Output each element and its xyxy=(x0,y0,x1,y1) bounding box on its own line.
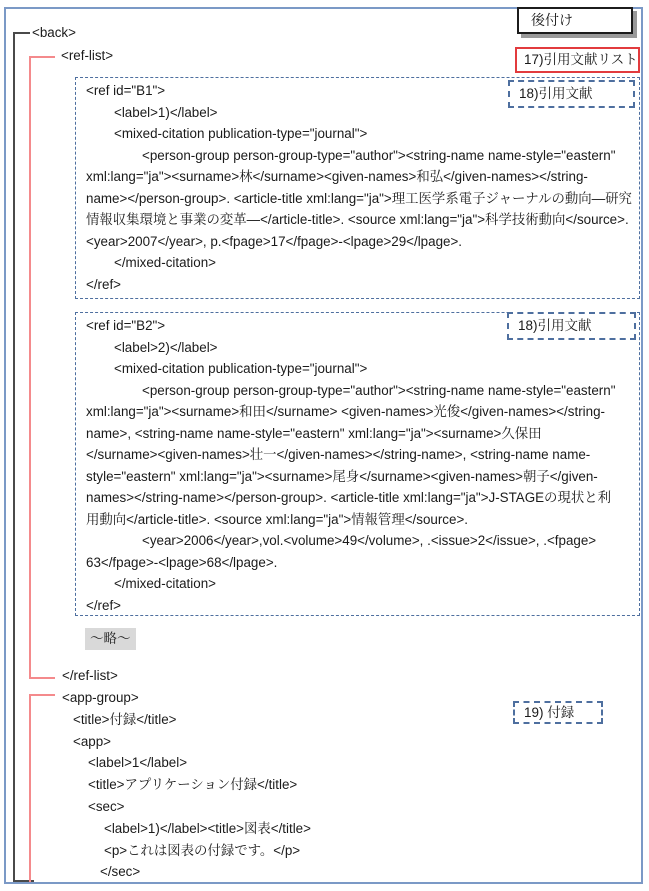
xml-line: </mixed-citation> xyxy=(114,576,216,591)
xml-line: </ref> xyxy=(86,597,121,613)
ref-list-bracket-vertical xyxy=(29,56,31,679)
callout-ref-list-label: 17)引用文献リスト xyxy=(524,52,638,67)
ref-block-2 xyxy=(75,312,640,616)
xml-line: <title>アプリケーション付録</title> xyxy=(88,777,298,793)
xml-line: 63</fpage>-<lpage>68</lpage>. xyxy=(86,554,278,570)
xml-line: <mixed-citation publication-type="journal"> xyxy=(114,361,368,376)
xml-line: </ref> xyxy=(86,276,121,292)
xml-line: </mixed-citation> xyxy=(114,255,216,270)
xml-line: </sec> xyxy=(100,864,141,880)
ref-list-bracket-bottom xyxy=(29,677,55,679)
ref-block-1 xyxy=(75,77,640,299)
xml-line: <label>1</label> xyxy=(88,755,188,771)
xml-line: <person-group person-group-type="author"><string-name name-style="eastern" xyxy=(142,382,616,398)
back-bracket-vertical xyxy=(13,32,15,882)
ref-list-close-tag: </ref-list> xyxy=(62,668,118,683)
xml-line: <app-group> xyxy=(62,690,139,705)
xml-line: <label>1)</label> xyxy=(114,104,218,120)
xml-line: 用動向</article-title>. <source xml:lang="ja">情報管理</source>. xyxy=(86,511,468,527)
xml-line: <app> xyxy=(73,733,111,749)
xml-line: <label>1)</label><title>図表</title> xyxy=(104,820,311,836)
app-group-bracket-vertical xyxy=(29,694,31,882)
backmatter-title-box xyxy=(517,7,633,34)
xml-line: <year>2006</year>,vol.<volume>49</volume>, .<issue>2</issue>, .<fpage> xyxy=(142,533,597,548)
xml-line: <ref id="B1"> xyxy=(86,83,166,98)
app-group-bracket-top xyxy=(29,694,55,696)
xml-line: style="eastern" xml:lang="ja"><surname>尾身</surname><given-names>朝子</given- xyxy=(86,468,598,484)
omitted-marker: 〜略〜 xyxy=(85,628,136,650)
callout-ref-2-label: 18)引用文献 xyxy=(518,318,592,333)
xml-line: <sec> xyxy=(88,798,125,814)
xml-line: <ref id="B2"> xyxy=(86,318,166,333)
callout-ref-list xyxy=(515,47,640,73)
backmatter-title-label: 後付け xyxy=(531,12,573,28)
xml-line: name>, <string-name name-style="eastern" xml:lang="ja"><surname>久保田 xyxy=(86,425,542,441)
back-bracket-top xyxy=(13,32,30,34)
xml-line: <title>付録</title> xyxy=(73,711,177,727)
callout-ref-1 xyxy=(508,80,635,108)
xml-line: <year>2007</year>, p.<fpage>17</fpage>-<lpage>29</lpage>. xyxy=(86,233,463,249)
xml-line: <p>これは図表の付録です。</p> xyxy=(104,842,301,858)
xml-line: xml:lang="ja"><surname>和田</surname> <given-names>光俊</given-names></string- xyxy=(86,404,605,419)
callout-ref-1-label: 18)引用文献 xyxy=(519,86,593,101)
xml-line: xml:lang="ja"><surname>林</surname><given-names>和弘</given-names></string- xyxy=(86,169,588,184)
xml-line: name></person-group>. <article-title xml:lang="ja">理工医学系電子ジャーナルの動向―研究 xyxy=(86,190,632,206)
callout-appendix xyxy=(513,701,603,724)
xml-line: names></string-name></person-group>. <article-title xml:lang="ja">J-STAGEの現状と利 xyxy=(86,490,612,505)
xml-line: </surname><given-names>壮一</given-names></string-name>, <string-name name- xyxy=(86,447,591,462)
xml-line: <mixed-citation publication-type="journal"> xyxy=(114,126,368,141)
xml-line: <person-group person-group-type="author"><string-name name-style="eastern" xyxy=(142,147,616,163)
xml-line: 情報収集環境と事業の変革―</article-title>. <source xml:lang="ja">科学技術動向</source>. xyxy=(86,212,629,227)
callout-ref-2 xyxy=(507,312,636,340)
ref-list-bracket-top xyxy=(29,56,55,58)
callout-appendix-label: 19) 付録 xyxy=(524,705,575,720)
back-open-tag: <back> xyxy=(32,25,76,40)
xml-line: <label>2)</label> xyxy=(114,339,218,355)
ref-list-open-tag: <ref-list> xyxy=(61,48,114,63)
